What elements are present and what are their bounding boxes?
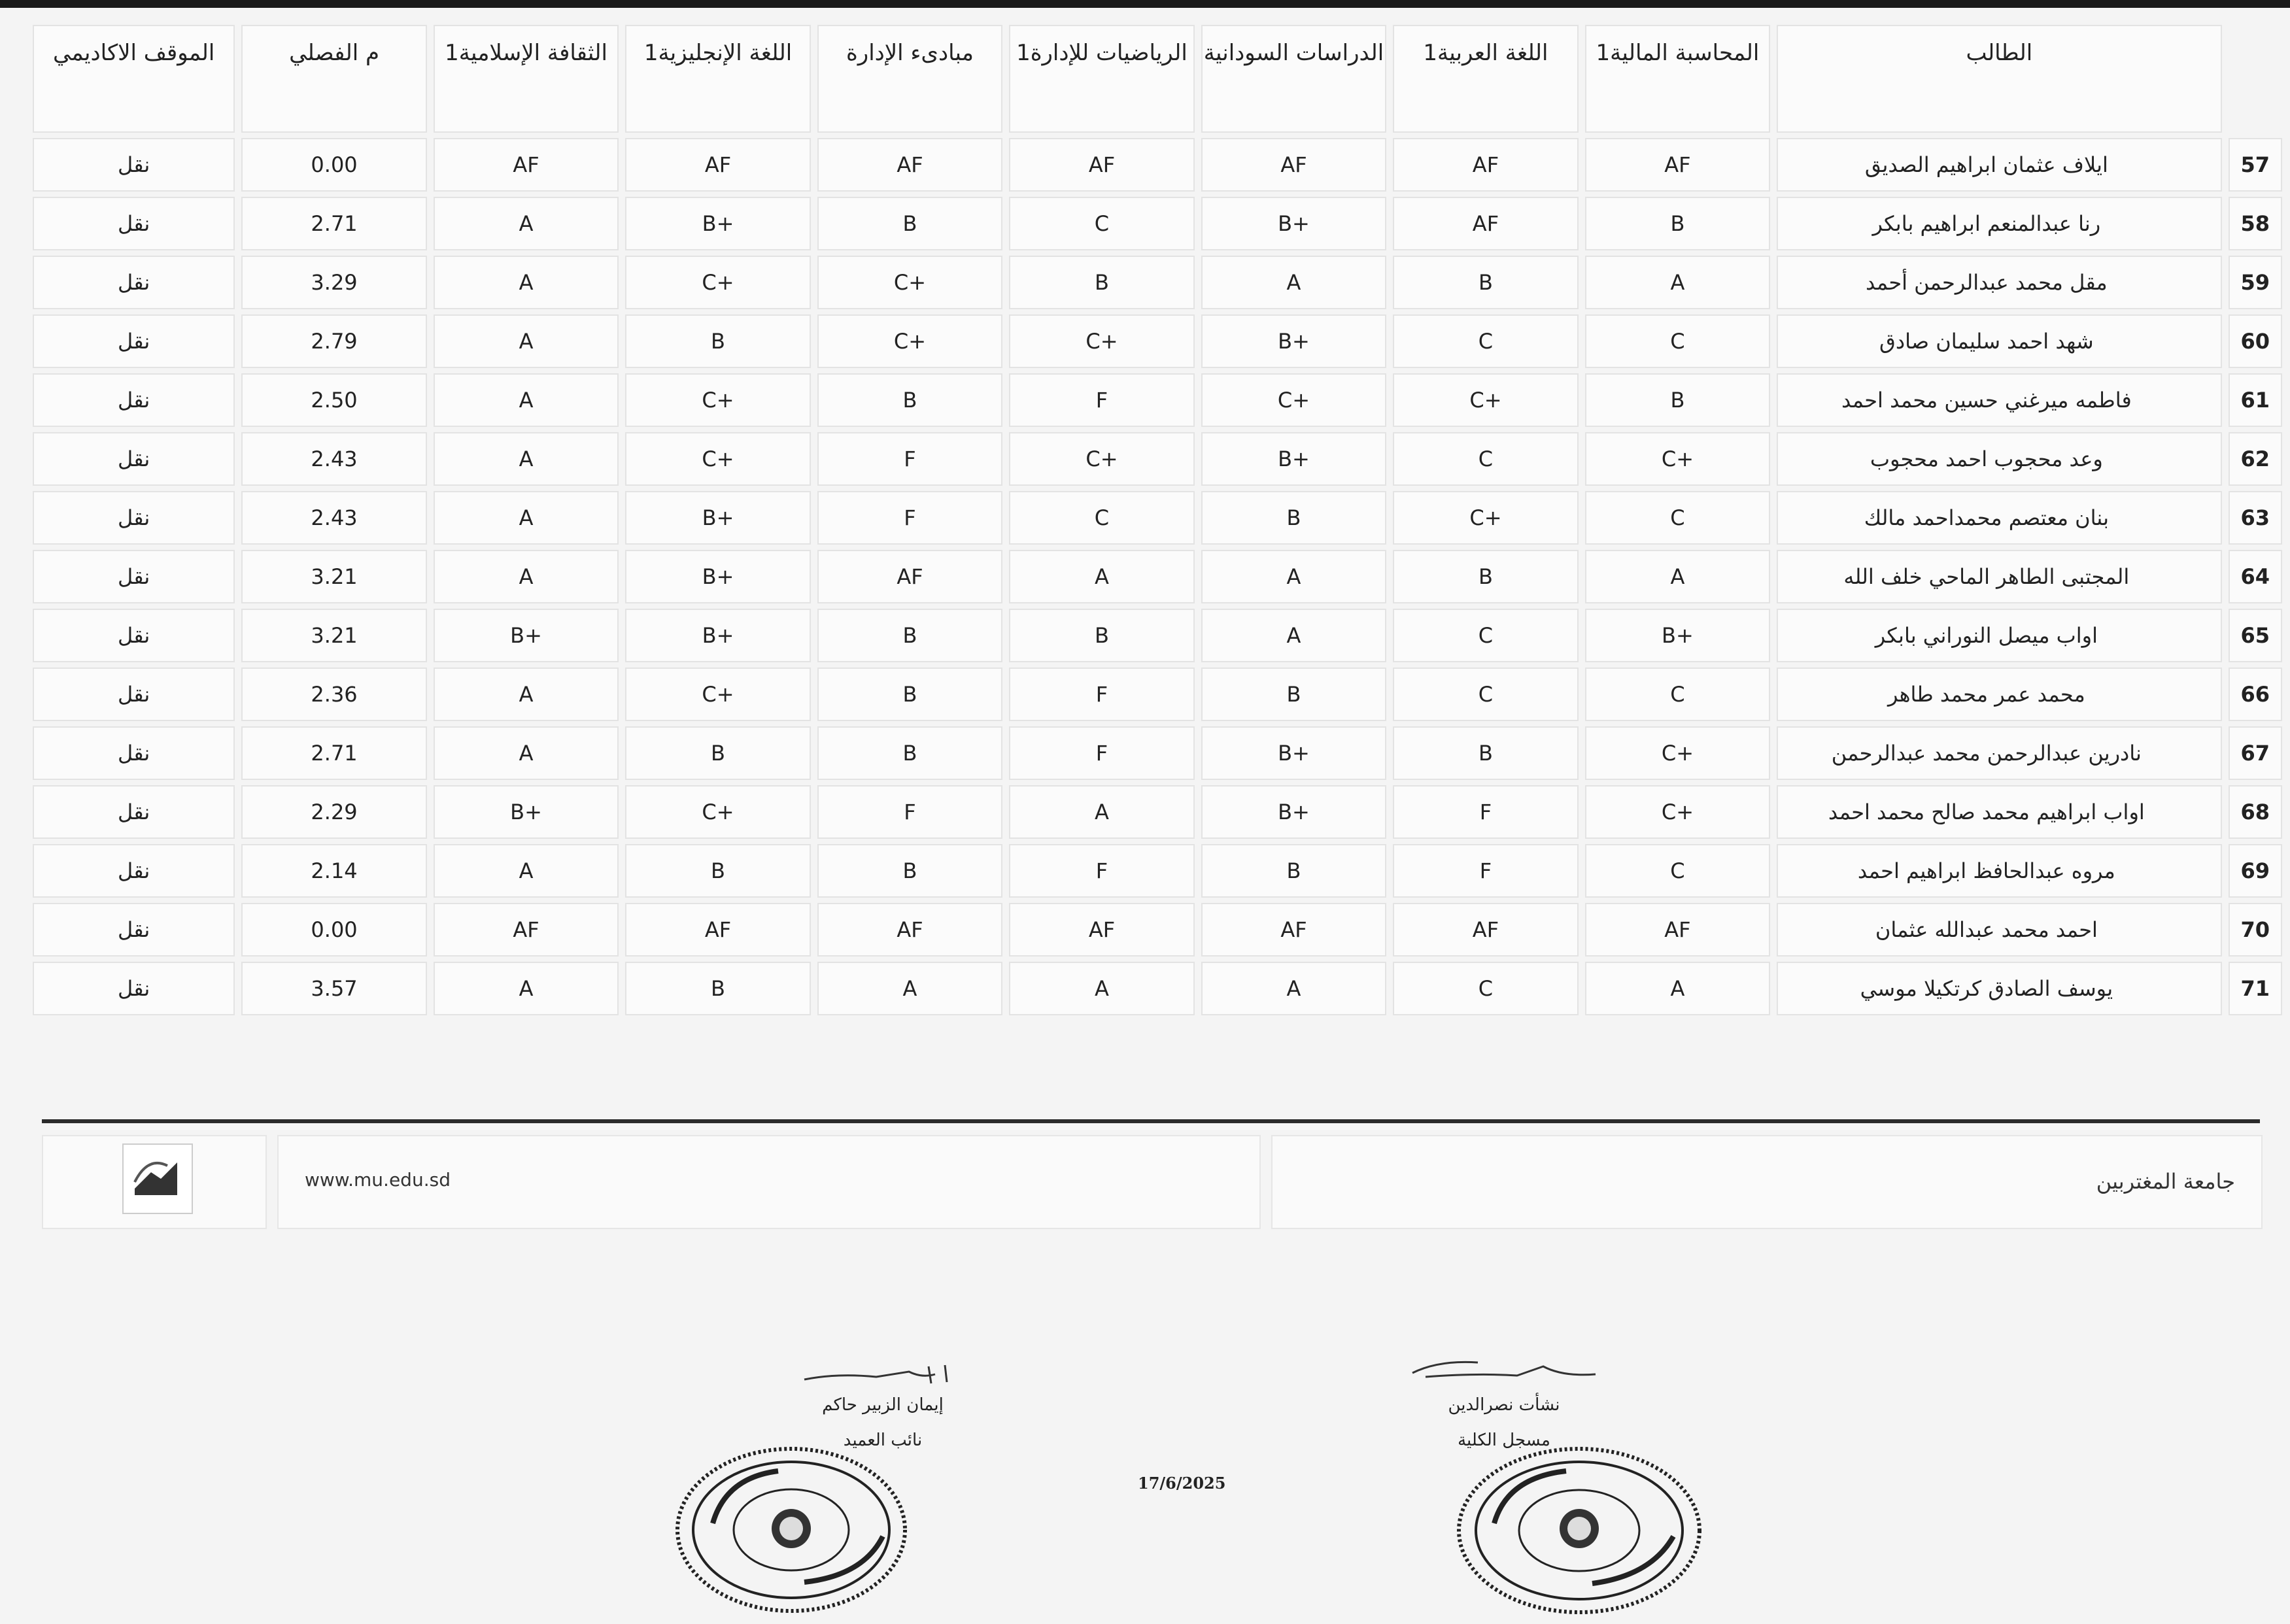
grade-financial-accounting: A: [1585, 962, 1770, 1015]
footer-divider: [42, 1119, 2260, 1123]
grade-math-management: F: [1009, 726, 1194, 780]
student-name: شهد احمد سليمان صادق: [1777, 314, 2221, 368]
vice-dean-title: نائب العميد: [843, 1430, 923, 1450]
header-arabic: اللغة العربية1: [1393, 25, 1578, 133]
academic-status: نقل: [33, 197, 235, 250]
grade-islamic-culture: A: [434, 432, 619, 486]
academic-status: نقل: [33, 373, 235, 427]
grade-principles-management: B: [817, 609, 1002, 662]
grade-sudanese-studies: +B: [1201, 432, 1386, 486]
student-name: اواب ميصل النوراني بابكر: [1777, 609, 2221, 662]
grade-arabic: C: [1393, 314, 1578, 368]
grade-arabic: +C: [1393, 491, 1578, 545]
grade-arabic: +C: [1393, 373, 1578, 427]
semester-gpa: 3.29: [241, 256, 426, 309]
row-number: 71: [2229, 962, 2282, 1015]
grade-math-management: AF: [1009, 138, 1194, 192]
academic-status: نقل: [33, 844, 235, 898]
row-number: 65: [2229, 609, 2282, 662]
signature-block-vice-dean: [719, 1360, 1046, 1450]
grade-sudanese-studies: A: [1201, 550, 1386, 603]
grade-islamic-culture: A: [434, 668, 619, 721]
header-semester-gpa: م الفصلي: [241, 25, 426, 133]
semester-gpa: 2.14: [241, 844, 426, 898]
table-row: [33, 432, 2282, 486]
grade-financial-accounting: +C: [1585, 432, 1770, 486]
row-number: 69: [2229, 844, 2282, 898]
grade-arabic: B: [1393, 256, 1578, 309]
student-name: احمد محمد عبدالله عثمان: [1777, 903, 2221, 956]
academic-status: نقل: [33, 256, 235, 309]
university-seal-right-icon: [1455, 1445, 1703, 1616]
grade-islamic-culture: A: [434, 491, 619, 545]
grade-math-management: F: [1009, 668, 1194, 721]
grade-financial-accounting: AF: [1585, 138, 1770, 192]
academic-status: نقل: [33, 785, 235, 839]
signature-vice-dean-icon: [798, 1360, 968, 1386]
grade-arabic: C: [1393, 962, 1578, 1015]
grade-principles-management: F: [817, 785, 1002, 839]
semester-gpa: 2.43: [241, 491, 426, 545]
grade-financial-accounting: C: [1585, 668, 1770, 721]
footer-university-cell: [1271, 1135, 2263, 1229]
grade-sudanese-studies: B: [1201, 668, 1386, 721]
grade-islamic-culture: +B: [434, 785, 619, 839]
grade-math-management: A: [1009, 962, 1194, 1015]
grade-principles-management: B: [817, 844, 1002, 898]
signature-registrar-icon: [1399, 1353, 1609, 1386]
table-row: [33, 726, 2282, 780]
header-academic-status: الموقف الاكاديمي: [33, 25, 235, 133]
student-name: المجتبى الطاهر الماحي خلف الله: [1777, 550, 2221, 603]
table-row: [33, 844, 2282, 898]
grade-financial-accounting: +C: [1585, 785, 1770, 839]
grade-sudanese-studies: +B: [1201, 726, 1386, 780]
grade-english: +C: [625, 785, 810, 839]
semester-gpa: 3.21: [241, 609, 426, 662]
registrar-title: مسجل الكلية: [1458, 1430, 1550, 1450]
grade-english: +C: [625, 373, 810, 427]
grade-principles-management: AF: [817, 903, 1002, 956]
grade-sudanese-studies: A: [1201, 256, 1386, 309]
university-seal-left-icon: [674, 1445, 909, 1615]
grade-english: B: [625, 726, 810, 780]
grade-arabic: AF: [1393, 903, 1578, 956]
academic-status: نقل: [33, 903, 235, 956]
grade-principles-management: F: [817, 491, 1002, 545]
student-name: اواب ابراهيم محمد صالح محمد احمد: [1777, 785, 2221, 839]
grade-arabic: AF: [1393, 197, 1578, 250]
grade-math-management: B: [1009, 609, 1194, 662]
semester-gpa: 2.71: [241, 197, 426, 250]
grade-islamic-culture: +B: [434, 609, 619, 662]
semester-gpa: 2.71: [241, 726, 426, 780]
scan-top-edge: [0, 0, 2290, 8]
header-english: اللغة الإنجليزية1: [625, 25, 810, 133]
grade-arabic: C: [1393, 668, 1578, 721]
table-row: [33, 550, 2282, 603]
semester-gpa: 3.21: [241, 550, 426, 603]
academic-status: نقل: [33, 609, 235, 662]
grade-sudanese-studies: +B: [1201, 314, 1386, 368]
header-student: الطالب: [1777, 25, 2221, 133]
table-row: [33, 785, 2282, 839]
grade-math-management: F: [1009, 373, 1194, 427]
header-financial-accounting: المحاسبة المالية1: [1585, 25, 1770, 133]
semester-gpa: 2.43: [241, 432, 426, 486]
table-row: [33, 491, 2282, 545]
grade-english: +C: [625, 432, 810, 486]
row-number: 57: [2229, 138, 2282, 192]
grade-islamic-culture: A: [434, 197, 619, 250]
university-logo-icon: [122, 1143, 194, 1215]
grades-sheet: [26, 20, 2276, 1021]
grade-english: +C: [625, 668, 810, 721]
semester-gpa: 2.79: [241, 314, 426, 368]
signature-block-registrar: [1341, 1353, 1667, 1450]
grade-english: B: [625, 314, 810, 368]
grade-math-management: B: [1009, 256, 1194, 309]
grade-arabic: F: [1393, 785, 1578, 839]
registrar-name: نشأت نصرالدين: [1448, 1395, 1560, 1415]
header-math-management: الرياضيات للإدارة1: [1009, 25, 1194, 133]
grade-principles-management: B: [817, 197, 1002, 250]
grade-arabic: F: [1393, 844, 1578, 898]
grade-islamic-culture: A: [434, 726, 619, 780]
semester-gpa: 3.57: [241, 962, 426, 1015]
row-number: 64: [2229, 550, 2282, 603]
grade-math-management: AF: [1009, 903, 1194, 956]
grade-math-management: +C: [1009, 432, 1194, 486]
grade-sudanese-studies: B: [1201, 491, 1386, 545]
student-name: يوسف الصادق كرتكيلا موسي: [1777, 962, 2221, 1015]
row-number: 70: [2229, 903, 2282, 956]
grade-principles-management: AF: [817, 550, 1002, 603]
grade-financial-accounting: A: [1585, 550, 1770, 603]
table-row: [33, 962, 2282, 1015]
student-name: ايلاف عثمان ابراهيم الصديق: [1777, 138, 2221, 192]
grade-english: +B: [625, 491, 810, 545]
row-number: 59: [2229, 256, 2282, 309]
student-name: رنا عبدالمنعم ابراهيم بابكر: [1777, 197, 2221, 250]
grade-financial-accounting: +B: [1585, 609, 1770, 662]
student-name: نادرين عبدالرحمن محمد عبدالرحمن: [1777, 726, 2221, 780]
grade-arabic: AF: [1393, 138, 1578, 192]
grade-arabic: B: [1393, 726, 1578, 780]
grade-islamic-culture: AF: [434, 903, 619, 956]
vice-dean-name: إيمان الزبير حاكم: [822, 1395, 944, 1415]
student-name: فاطمه ميرغني حسين محمد احمد: [1777, 373, 2221, 427]
grade-sudanese-studies: B: [1201, 844, 1386, 898]
grade-financial-accounting: +C: [1585, 726, 1770, 780]
grade-principles-management: B: [817, 668, 1002, 721]
page-footer: [42, 1135, 2260, 1233]
row-number: 67: [2229, 726, 2282, 780]
header-row: [33, 25, 2282, 133]
row-number: 68: [2229, 785, 2282, 839]
grade-english: +B: [625, 550, 810, 603]
student-name: مقل محمد عبدالرحمن أحمد: [1777, 256, 2221, 309]
academic-status: نقل: [33, 138, 235, 192]
grade-sudanese-studies: +B: [1201, 197, 1386, 250]
university-name: جامعة المغتربين: [2096, 1169, 2235, 1194]
row-number: 60: [2229, 314, 2282, 368]
grade-math-management: C: [1009, 197, 1194, 250]
student-name: وعد محجوب احمد محجوب: [1777, 432, 2221, 486]
student-name: مروه عبدالحافظ ابراهيم احمد: [1777, 844, 2221, 898]
grade-math-management: C: [1009, 491, 1194, 545]
grade-islamic-culture: A: [434, 314, 619, 368]
semester-gpa: 2.29: [241, 785, 426, 839]
table-row: [33, 138, 2282, 192]
document-date: 17/6/2025: [1138, 1474, 1226, 1493]
grades-table-body: [33, 138, 2282, 1015]
grade-financial-accounting: C: [1585, 491, 1770, 545]
grade-islamic-culture: A: [434, 256, 619, 309]
grade-principles-management: A: [817, 962, 1002, 1015]
grade-principles-management: F: [817, 432, 1002, 486]
footer-logo-cell: [42, 1135, 267, 1229]
grade-english: +B: [625, 609, 810, 662]
academic-status: نقل: [33, 550, 235, 603]
grade-financial-accounting: A: [1585, 256, 1770, 309]
grade-english: B: [625, 962, 810, 1015]
grade-arabic: C: [1393, 432, 1578, 486]
academic-status: نقل: [33, 432, 235, 486]
footer-website-cell: [277, 1135, 1261, 1229]
grade-english: AF: [625, 903, 810, 956]
grade-english: B: [625, 844, 810, 898]
table-row: [33, 903, 2282, 956]
grade-principles-management: B: [817, 373, 1002, 427]
header-sudanese-studies: الدراسات السودانية: [1201, 25, 1386, 133]
grade-islamic-culture: AF: [434, 138, 619, 192]
header-number: [2229, 25, 2282, 133]
row-number: 66: [2229, 668, 2282, 721]
table-row: [33, 256, 2282, 309]
grade-sudanese-studies: AF: [1201, 138, 1386, 192]
academic-status: نقل: [33, 668, 235, 721]
row-number: 63: [2229, 491, 2282, 545]
table-row: [33, 373, 2282, 427]
grade-math-management: F: [1009, 844, 1194, 898]
grade-principles-management: AF: [817, 138, 1002, 192]
grade-islamic-culture: A: [434, 962, 619, 1015]
grade-financial-accounting: AF: [1585, 903, 1770, 956]
grade-math-management: A: [1009, 550, 1194, 603]
table-row: [33, 197, 2282, 250]
grade-islamic-culture: A: [434, 373, 619, 427]
grades-table: [26, 20, 2289, 1021]
table-row: [33, 668, 2282, 721]
academic-status: نقل: [33, 314, 235, 368]
grade-financial-accounting: C: [1585, 314, 1770, 368]
grade-sudanese-studies: A: [1201, 609, 1386, 662]
row-number: 58: [2229, 197, 2282, 250]
academic-status: نقل: [33, 491, 235, 545]
grade-principles-management: +C: [817, 256, 1002, 309]
grade-sudanese-studies: +C: [1201, 373, 1386, 427]
header-principles-management: مبادىء الإدارة: [817, 25, 1002, 133]
grade-financial-accounting: C: [1585, 844, 1770, 898]
grade-sudanese-studies: AF: [1201, 903, 1386, 956]
semester-gpa: 2.50: [241, 373, 426, 427]
grade-principles-management: +C: [817, 314, 1002, 368]
row-number: 62: [2229, 432, 2282, 486]
row-number: 61: [2229, 373, 2282, 427]
header-islamic-culture: الثقافة الإسلامية1: [434, 25, 619, 133]
grade-math-management: A: [1009, 785, 1194, 839]
semester-gpa: 2.36: [241, 668, 426, 721]
website-link[interactable]: www.mu.edu.sd: [305, 1169, 451, 1191]
academic-status: نقل: [33, 962, 235, 1015]
table-row: [33, 314, 2282, 368]
grade-financial-accounting: B: [1585, 373, 1770, 427]
student-name: بنان معتصم محمداحمد مالك: [1777, 491, 2221, 545]
table-row: [33, 609, 2282, 662]
grade-english: +C: [625, 256, 810, 309]
grade-english: AF: [625, 138, 810, 192]
grade-islamic-culture: A: [434, 844, 619, 898]
grade-sudanese-studies: +B: [1201, 785, 1386, 839]
academic-status: نقل: [33, 726, 235, 780]
grade-islamic-culture: A: [434, 550, 619, 603]
student-name: محمد عمر محمد طاهر: [1777, 668, 2221, 721]
semester-gpa: 0.00: [241, 138, 426, 192]
grade-sudanese-studies: A: [1201, 962, 1386, 1015]
grade-english: +B: [625, 197, 810, 250]
grade-arabic: C: [1393, 609, 1578, 662]
grade-math-management: +C: [1009, 314, 1194, 368]
semester-gpa: 0.00: [241, 903, 426, 956]
grade-arabic: B: [1393, 550, 1578, 603]
grade-financial-accounting: B: [1585, 197, 1770, 250]
grade-principles-management: B: [817, 726, 1002, 780]
